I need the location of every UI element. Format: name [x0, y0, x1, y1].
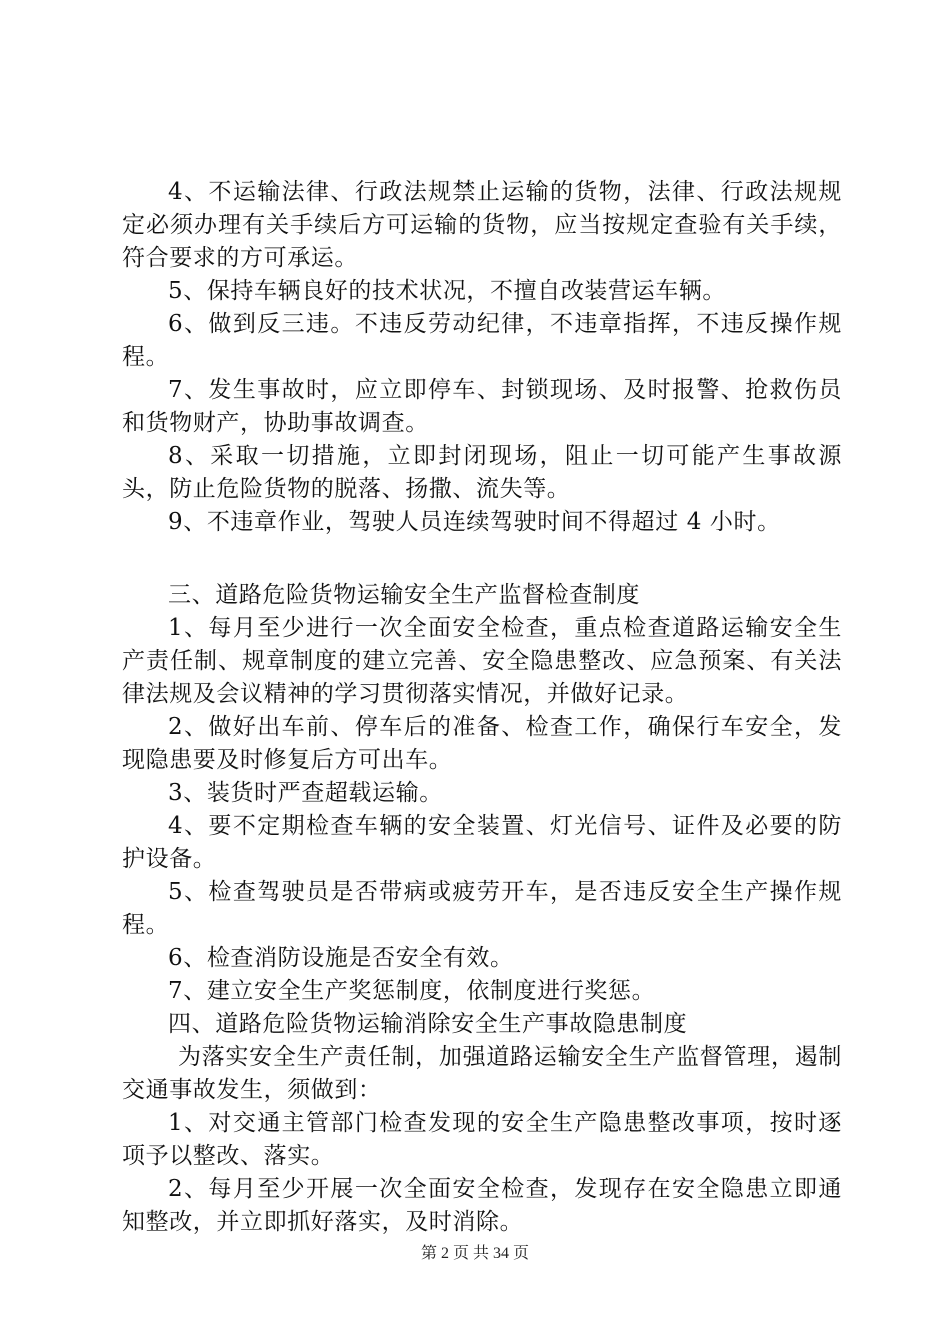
section-spacer [122, 539, 842, 579]
paragraph-item-8: 8、采取一切措施，立即封闭现场，阻止一切可能产生事故源头，防止危险货物的脱落、扬撒、流失等。 [122, 443, 842, 502]
paragraph-item-7: 7、发生事故时，应立即停车、封锁现场、及时报警、抢救伤员和货物财产，协助事故调查。 [122, 377, 842, 436]
section-3-item-7: 7、建立安全生产奖惩制度，依制度进行奖惩。 [168, 978, 656, 1004]
section-4-item-1: 1、对交通主管部门检查发现的安全生产隐患整改事项，按时逐项予以整改、落实。 [122, 1110, 842, 1169]
paragraph-item-9: 9、不违章作业，驾驶人员连续驾驶时间不得超过 4 小时。 [168, 509, 781, 535]
section-3-item-6: 6、检查消防设施是否安全有效。 [168, 945, 514, 971]
paragraph-item-4: 4、不运输法律、行政法规禁止运输的货物，法律、行政法规规定必须办理有关手续后方可运输的货物，应当按规定查验有关手续，符合要求的方可承运。 [122, 179, 842, 271]
section-4-title: 四、道路危险货物运输消除安全生产事故隐患制度 [168, 1011, 688, 1037]
paragraph-item-6: 6、做到反三违。不违反劳动纪律，不违章指挥，不违反操作规程。 [122, 311, 842, 370]
section-3-item-4: 4、要不定期检查车辆的安全装置、灯光信号、证件及必要的防护设备。 [122, 813, 842, 872]
section-3-item-2: 2、做好出车前、停车后的准备、检查工作，确保行车安全，发现隐患要及时修复后方可出车。 [122, 714, 842, 773]
section-3-item-3: 3、装货时严查超载运输。 [168, 780, 443, 806]
section-4-item-2: 2、每月至少开展一次全面安全检查，发现存在安全隐患立即通知整改，并立即抓好落实，及时消除。 [122, 1176, 842, 1235]
page-footer: 第 2 页 共 34 页 [420, 1245, 529, 1262]
section-3-item-5: 5、检查驾驶员是否带病或疲劳开车，是否违反安全生产操作规程。 [122, 879, 842, 938]
section-3-title: 三、道路危险货物运输安全生产监督检查制度 [168, 582, 640, 608]
section-3-item-1: 1、每月至少进行一次全面安全检查，重点检查道路运输安全生产责任制、规章制度的建立完善、安全隐患整改、应急预案、有关法律法规及会议精神的学习贯彻落实情况，并做好记录。 [122, 615, 842, 707]
paragraph-item-5: 5、保持车辆良好的技术状况，不擅自改装营运车辆。 [168, 278, 727, 304]
section-4-intro: 为落实安全生产责任制，加强道路运输安全生产监督管理，遏制交通事故发生，须做到： [122, 1044, 842, 1103]
document-body [122, 176, 842, 1239]
